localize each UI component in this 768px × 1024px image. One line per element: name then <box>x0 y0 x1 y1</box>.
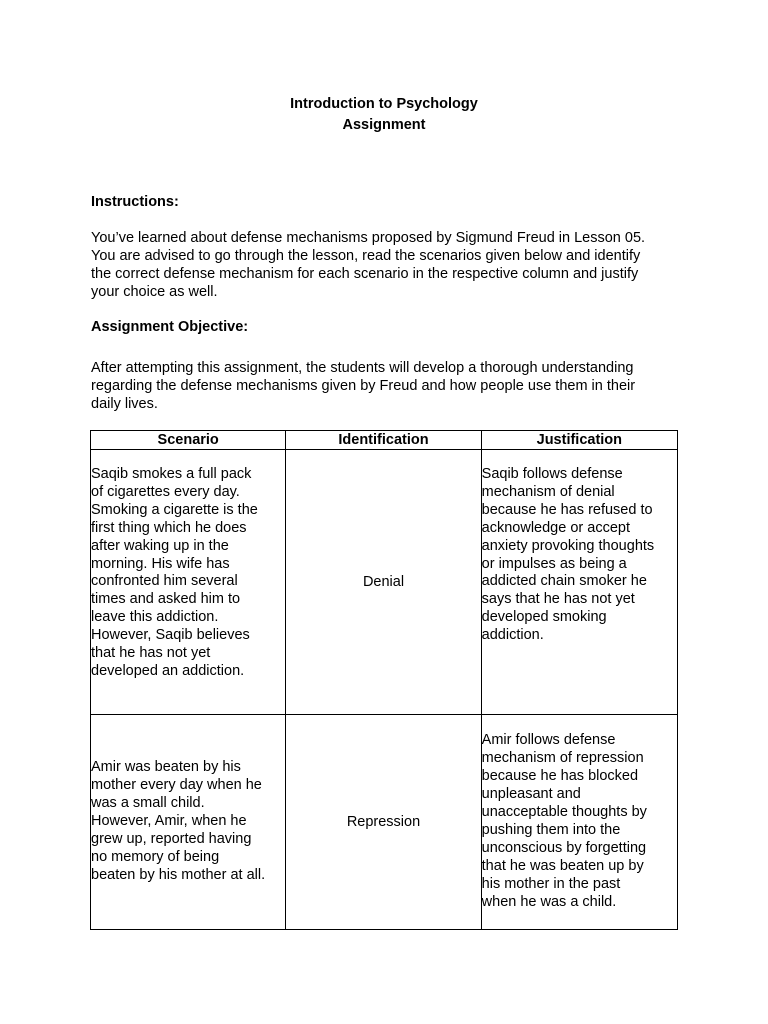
scenario-cell <box>91 450 286 715</box>
cell-line: that he was beaten up by <box>481 857 644 874</box>
cell-line: developed smoking <box>481 609 607 626</box>
cell-line: pushing them into the <box>481 822 621 838</box>
instructions-line: the correct defense mechanism for each scenario in the respective column and justify <box>91 266 639 282</box>
cell-line: Saqib follows defense <box>481 466 623 482</box>
cell-line: Amir follows defense <box>481 732 616 749</box>
objective-line: regarding the defense mechanisms given by Freud and how people use them in their <box>91 378 636 394</box>
cell-line: of cigarettes every day. <box>91 483 240 500</box>
table-row <box>91 715 678 930</box>
instructions-line: You’ve learned about defense mechanisms proposed by Sigmund Freud in Lesson 05. <box>91 230 646 246</box>
cell-line: leave this addiction. <box>91 609 219 626</box>
defense-mechanism-table <box>90 430 678 930</box>
cell-line: beaten by his mother at all. <box>91 866 266 883</box>
justification-cell <box>481 450 677 715</box>
cell-line: his mother in the past <box>481 875 621 892</box>
cell-line: developed an addiction. <box>91 662 245 679</box>
cell-line: However, Saqib believes <box>91 627 250 644</box>
cell-line: because he has refused to <box>481 501 653 518</box>
objective-paragraph <box>91 359 681 413</box>
instructions-line: You are advised to go through the lesson, read the scenarios given below and identify <box>91 248 641 264</box>
cell-line: confronted him several <box>91 573 238 590</box>
cell-line: Saqib smokes a full pack <box>91 466 252 482</box>
cell-line: says that he has not yet <box>481 591 635 608</box>
cell-line: morning. His wife has <box>91 555 230 572</box>
cell-line: was a small child. <box>91 795 205 812</box>
header-scenario: Scenario <box>91 431 286 450</box>
table-row <box>91 450 678 715</box>
cell-line: unacceptable thoughts by <box>481 804 647 821</box>
objective-line: After attempting this assignment, the students will develop a thorough understanding <box>91 360 634 376</box>
cell-line: unconscious by forgetting <box>481 839 647 856</box>
instructions-paragraph <box>91 229 681 301</box>
cell-line: because he has blocked <box>481 768 639 785</box>
cell-line: anxiety provoking thoughts <box>481 537 655 554</box>
identification-cell: Repression <box>286 715 481 930</box>
cell-line: grew up, reported having <box>91 830 252 847</box>
cell-line: that he has not yet <box>91 645 211 662</box>
cell-line: times and asked him to <box>91 591 241 608</box>
table-header-row <box>91 431 678 450</box>
cell-line: addiction. <box>481 627 544 644</box>
cell-line: after waking up in the <box>91 537 229 554</box>
document-title: Introduction to Psychology <box>290 96 478 112</box>
cell-line: when he was a child. <box>481 893 617 910</box>
document-subtitle: Assignment <box>342 117 426 133</box>
cell-line: first thing which he does <box>91 519 247 536</box>
objective-line: daily lives. <box>91 396 158 412</box>
cell-line: However, Amir, when he <box>91 813 247 830</box>
cell-line: mechanism of repression <box>481 750 644 767</box>
cell-line: acknowledge or accept <box>481 519 630 536</box>
header-identification: Identification <box>286 431 481 450</box>
cell-line: unpleasant and <box>481 786 581 803</box>
objective-heading: Assignment Objective: <box>91 319 249 335</box>
cell-line: no memory of being <box>91 848 220 865</box>
cell-line: addicted chain smoker he <box>481 573 647 590</box>
header-justification: Justification <box>481 431 677 450</box>
identification-cell: Denial <box>286 450 481 715</box>
cell-line: mother every day when he <box>91 777 262 794</box>
scenario-cell <box>91 715 286 930</box>
instructions-line: your choice as well. <box>91 284 218 300</box>
justification-cell <box>481 715 677 930</box>
cell-line: Smoking a cigarette is the <box>91 501 258 518</box>
cell-line: or impulses as being a <box>481 555 627 572</box>
cell-line: mechanism of denial <box>481 483 615 500</box>
cell-line: Amir was beaten by his <box>91 759 241 776</box>
instructions-heading: Instructions: <box>91 194 179 210</box>
